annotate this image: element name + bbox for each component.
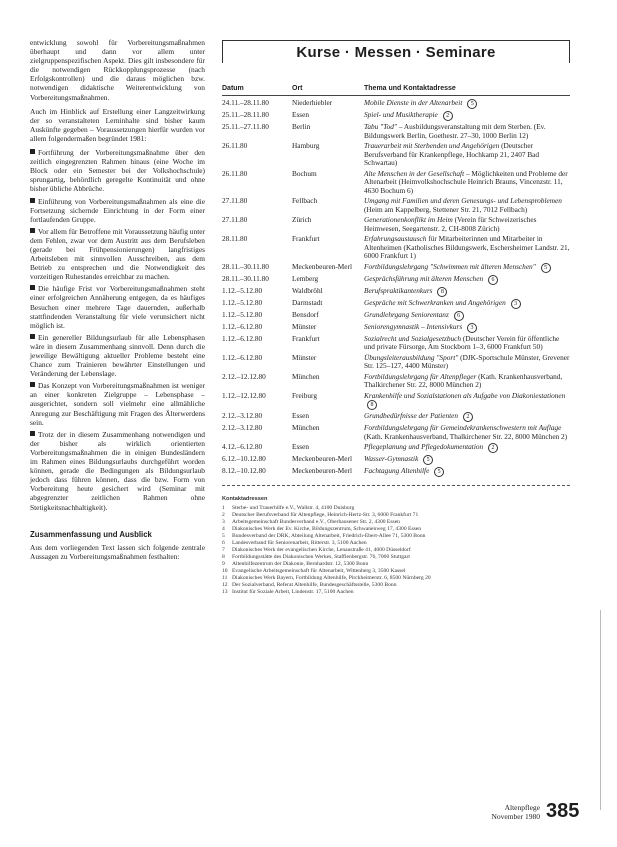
row-date: 24.11.–28.11.80 bbox=[222, 98, 269, 107]
row-date: 1.12.–5.12.80 bbox=[222, 285, 263, 295]
table-row bbox=[222, 443, 570, 453]
row-topic-title: Fortbildungslehrgang "Schwimmen mit älteren Menschen" bbox=[364, 261, 536, 271]
bullet-item: Fortführung der Vorbereitungsmaßnahme über den zeitlich eingegrenzten Rahmen hinaus (eine Woche im Block oder ein Semester bei der Volkshochschule) sprungartig, behördlich geregelte Kontinuität und ohne bisher übliche Abbrüche. bbox=[30, 148, 205, 194]
row-date: 27.11.80 bbox=[222, 215, 248, 224]
article-paragraph: entwicklung sowohl für Vorbereitungsmaßnahmen überhaupt und dann vor allem unter zielgruppenspezifischen Aspekt. Dies gilt insbesondere für die notwendigen Rückkopplungsprozesse (nach Erfolgskontrollen) und die daraus möglichen bzw. notwendigen didaktische Weiterentwicklung von Vorbereitungsmaßnahmen. bbox=[30, 38, 205, 102]
address-number: 3 bbox=[222, 519, 225, 525]
address-text: Bundesverband der DRK, Abteilung Altenarbeit, Friedrich-Ebert-Allee 71, 5300 Bonn bbox=[232, 533, 426, 539]
journal-name: Altenpflege bbox=[504, 803, 540, 812]
address-item bbox=[222, 526, 570, 533]
row-topic-title: Tabu "Tod" bbox=[364, 122, 397, 131]
row-topic-title: Übungsleiterausbildung "Sport" bbox=[364, 352, 459, 362]
row-topic-details: – Möglichkeiten und Probleme der Altenarbeit (Heimvolkshochschule Heinrich Brauns, Vincenzstr. 11, 4630 Bochum 6) bbox=[364, 168, 568, 195]
row-date: 25.11.–28.11.80 bbox=[222, 110, 269, 119]
reference-number: 5 bbox=[541, 263, 551, 273]
row-place: Hamburg bbox=[292, 141, 320, 150]
row-date: 25.11.–27.11.80 bbox=[222, 122, 269, 131]
row-place: Berlin bbox=[292, 122, 311, 131]
row-date: 28.11.–30.11.80 bbox=[222, 261, 269, 271]
row-topic bbox=[364, 467, 570, 477]
row-place: Essen bbox=[292, 442, 310, 451]
bullet-item: Die häufige Frist vor Vorbereitungsmaßnahmen steht einer erfolgreichen Annäherung entgegen, da es häufiges Besuchen einer mehrere Tage dauernden, außerhalb stattfindenden Veranstaltung für viele verunsichert nicht möglich ist. bbox=[30, 284, 205, 330]
row-topic-title: Berufspraktikantenkurs bbox=[364, 285, 433, 295]
row-topic-title: Umgang mit Familien und deren Genesungs- und Lebensproblemen bbox=[364, 196, 562, 205]
row-place: Münster bbox=[292, 321, 317, 331]
row-topic bbox=[364, 392, 570, 411]
address-number: 10 bbox=[222, 568, 228, 574]
row-topic-details: für Mitarbeiterinnen und Mitarbeiter in Altenheimen (Katholisches Bildungswerk, Eschersheimer Landstr. 21, 6000 Frankfurt 1) bbox=[364, 234, 570, 260]
row-date: 1.12.–12.12.80 bbox=[222, 390, 266, 400]
bullet-square-icon bbox=[30, 149, 35, 154]
divider bbox=[222, 485, 570, 486]
row-topic-title: Fachtagung Altenhilfe bbox=[364, 466, 430, 475]
table-row bbox=[222, 287, 570, 297]
row-date: 2.12.–3.12.80 bbox=[222, 423, 263, 432]
table-row bbox=[222, 216, 570, 233]
issue-date: November 1980 bbox=[491, 812, 540, 821]
row-topic-title: Krankenhilfe und Sozialstationen als Aufgabe von Diakoniestationen bbox=[364, 390, 566, 400]
row-place: Freiburg bbox=[292, 390, 317, 400]
bullet-item: Vor allem für Betroffene mit Voraussetzung häufig unter dem Fehlen, zwar vor dem Austritt aus dem Berufsleben (gerade bei Frühpensionierungen) langfristiges Arbeitsleben mit sinnvollen Ausschreiben, aus dem Betrieb zu entsprechen und die Notwendigkeit des vorzeitigen Ruhestandes erreichbar zu machen. bbox=[30, 226, 205, 282]
address-number: 1 bbox=[222, 505, 225, 511]
table-row bbox=[222, 99, 570, 109]
address-item bbox=[222, 505, 570, 512]
row-place: Meckenbeuren-Merl bbox=[292, 454, 352, 463]
row-date: 1.12.–6.12.80 bbox=[222, 321, 263, 331]
article-paragraph: Auch im Hinblick auf Erstellung einer Langzeitwirkung der so veranstalteten Lerninhalte sind bisher kaum Auskünfte gegeben – Voraussetzungen hierfür wurden vor allem folgendermaßen begründet 1981: bbox=[30, 106, 205, 143]
table-row bbox=[222, 467, 570, 477]
row-topic-title: Mobile Dienste in der Altenarbeit bbox=[364, 98, 463, 107]
row-topic bbox=[364, 263, 570, 273]
row-topic bbox=[364, 323, 570, 333]
bullet-item: Trotz der in diesem Zusammenhang notwendigen und der bisher als wirklich orientierten Vorbereitungsmaßnahmen die in einigen Bundesländern im Rahmen eines Bildungsurlaubs durchgeführt worden können, gerade die Bedingungen als Bildungsurlaub jedoch dass führen können, dass die bzw. Form von Vorbereitung heute gesichert wird (Seminar mit abgegrenzter zeitlichen Rahmen ohne Stetigkeitsnachhaltigkeit). bbox=[30, 429, 205, 512]
section-heading: Zusammenfassung und Ausblick bbox=[30, 529, 152, 539]
reference-number: 8 bbox=[367, 400, 377, 410]
row-place: München bbox=[292, 423, 320, 432]
row-topic-title: Fortbildungslehrgang für Gemeindekrankenschwestern mit Auflage bbox=[364, 423, 562, 432]
bullet-square-icon bbox=[30, 198, 35, 203]
row-topic-title: Grundbedürfnisse der Patienten bbox=[364, 411, 459, 420]
address-text: Altenhilfezentrum der Diakonie, Bernhardstr. 12, 5300 Bonn bbox=[232, 561, 369, 567]
divider bbox=[222, 95, 570, 96]
address-item bbox=[222, 589, 570, 596]
row-place: Bochum bbox=[292, 168, 317, 178]
course-listing-column bbox=[222, 40, 570, 596]
table-row bbox=[222, 123, 570, 140]
address-text: Diakonisches Werk der evangelischen Kirche, Lenaustraße 41, 4000 Düsseldorf bbox=[232, 547, 411, 553]
bullet-square-icon bbox=[30, 382, 35, 387]
row-date: 26.11.80 bbox=[222, 141, 248, 150]
row-topic bbox=[364, 197, 570, 214]
row-topic bbox=[364, 373, 570, 390]
row-place: Frankfurt bbox=[292, 333, 320, 343]
reference-number: 6 bbox=[454, 311, 464, 321]
address-item bbox=[222, 561, 570, 568]
reference-number: 3 bbox=[467, 323, 477, 333]
table-row bbox=[222, 235, 570, 261]
row-topic-title: Pflegeplanung und Pflegedokumentation bbox=[364, 442, 484, 451]
row-topic-title: Generationenkonflikt im Heim bbox=[364, 215, 453, 224]
row-topic-title: Seniorengymnastik – Intensivkurs bbox=[364, 321, 463, 331]
reference-number: 5 bbox=[467, 99, 477, 109]
address-item bbox=[222, 554, 570, 561]
address-heading: Kontaktadressen bbox=[222, 496, 268, 502]
row-place: Waldbröhl bbox=[292, 285, 323, 295]
address-item bbox=[222, 540, 570, 547]
row-place: München bbox=[292, 371, 320, 381]
row-topic bbox=[364, 354, 570, 371]
table-row bbox=[222, 263, 570, 273]
row-topic-details: – Ausbildungsveranstaltung mit dem Sterben. (Ev. Bildungswerk Berlin, Goethestr. 27–30, 1000 Berlin 12) bbox=[364, 122, 546, 140]
reference-number: 2 bbox=[488, 443, 498, 453]
table-row bbox=[222, 323, 570, 333]
row-topic bbox=[364, 443, 570, 453]
row-date: 26.11.80 bbox=[222, 168, 248, 178]
bullet-item: Das Konzept von Vorbereitungsmaßnahmen ist weniger an einer konkreten Zielgruppe – Lebensphase – ausgerichtet, sondern soll vielmehr eine allmähliche Anregung zur Beschäftigung mit Fragen des Älterwerdens sein. bbox=[30, 381, 205, 427]
row-topic bbox=[364, 235, 570, 261]
row-topic-title: Trauerarbeit mit Sterbenden und Angehörigen bbox=[364, 141, 500, 150]
row-place: Zürich bbox=[292, 215, 312, 224]
table-row bbox=[222, 424, 570, 441]
address-number: 2 bbox=[222, 512, 225, 518]
row-topic-details: (Kath. Krankenhausverband, Thalkirchener Str. 22, 8000 München 2) bbox=[364, 371, 563, 389]
row-date: 8.12.–10.12.80 bbox=[222, 466, 266, 475]
row-place: Münster bbox=[292, 352, 317, 362]
row-topic-title: Grundlehrgang Seniorentanz bbox=[364, 309, 449, 319]
row-topic bbox=[364, 111, 570, 121]
row-topic bbox=[364, 311, 570, 321]
left-article-column bbox=[30, 38, 205, 566]
row-date: 1.12.–6.12.80 bbox=[222, 352, 263, 362]
table-row bbox=[222, 335, 570, 352]
address-number: 12 bbox=[222, 582, 228, 588]
table-row bbox=[222, 455, 570, 465]
address-number: 6 bbox=[222, 540, 225, 546]
row-topic-details: (DJK-Sportschule Münster, Grevener Str. 125–127, 4400 Münster) bbox=[364, 352, 570, 370]
table-row bbox=[222, 299, 570, 309]
row-place: Darmstadt bbox=[292, 297, 323, 307]
row-topic bbox=[364, 123, 570, 140]
row-topic bbox=[364, 287, 570, 297]
address-text: Fortbildungsstätte des Diakonischen Werkes, Stafflenbergstr. 76, 7000 Stuttgart bbox=[232, 554, 410, 560]
header-place: Ort bbox=[292, 85, 303, 92]
row-topic-details: (Verein für Schweizerisches Heimwesen, Seegartenstr. 2, CH-8008 Zürich) bbox=[364, 215, 537, 233]
address-text: Landesverband für Seniorenarbeit, Ritterstr. 3, 5100 Aachen bbox=[232, 540, 367, 546]
address-item bbox=[222, 575, 570, 582]
header-topic: Thema und Kontaktadresse bbox=[364, 85, 456, 92]
bullet-square-icon bbox=[30, 285, 35, 290]
row-topic bbox=[364, 275, 570, 285]
reference-number: 2 bbox=[463, 412, 473, 422]
box-frame bbox=[222, 40, 570, 41]
row-place: Meckenbeuren-Merl bbox=[292, 261, 352, 271]
table-row bbox=[222, 354, 570, 371]
address-number: 8 bbox=[222, 554, 225, 560]
bullet-square-icon bbox=[30, 228, 35, 233]
row-date: 6.12.–10.12.80 bbox=[222, 454, 266, 463]
row-topic bbox=[364, 299, 570, 309]
row-topic-details: (Deutscher Berufsverband für Krankenpflege, Hochkamp 21, 2407 Bad Schwartau) bbox=[364, 141, 540, 167]
row-date: 4.12.–6.12.80 bbox=[222, 442, 263, 451]
row-date: 1.12.–5.12.80 bbox=[222, 309, 263, 319]
row-place: Essen bbox=[292, 110, 310, 119]
address-text: Der Sozialverband, Referat Altenhilfe, Bundesgeschäftsstelle, 5300 Bonn bbox=[232, 582, 397, 588]
page-number: 385 bbox=[546, 800, 580, 822]
address-number: 11 bbox=[222, 575, 228, 581]
address-text: Sterbe- und Trauerhilfe e.V., Wallstr. 4, 4100 Duisburg bbox=[232, 505, 355, 511]
course-table bbox=[222, 99, 570, 477]
row-date: 2.12.–12.12.80 bbox=[222, 371, 266, 381]
reference-number: 5 bbox=[423, 455, 433, 465]
page-footer bbox=[480, 803, 540, 821]
address-text: Diakonisches Werk der Ev. Kirche, Bildungszentrum, Schwanenweg 17, 4300 Essen bbox=[232, 526, 422, 532]
table-row bbox=[222, 275, 570, 285]
address-number: 13 bbox=[222, 589, 228, 595]
reference-number: 6 bbox=[488, 275, 498, 285]
address-item bbox=[222, 519, 570, 526]
article-paragraph: Aus dem vorliegenden Text lassen sich folgende zentrale Aussagen zu Vorbereitungsmaßnahmen festhalten: bbox=[30, 542, 205, 561]
reference-number: 2 bbox=[443, 111, 453, 121]
table-row bbox=[222, 142, 570, 168]
row-topic-title: Erfahrungsaustausch bbox=[364, 234, 427, 243]
address-item bbox=[222, 512, 570, 519]
row-place: Niederhiebler bbox=[292, 98, 333, 107]
row-topic-details: (Heim am Kappelberg, Stettener Str. 21, 7012 Fellbach) bbox=[364, 204, 528, 214]
table-row bbox=[222, 197, 570, 214]
bullet-square-icon bbox=[30, 431, 35, 436]
address-number: 4 bbox=[222, 526, 225, 532]
address-text: Evangelische Arbeitsgemeinschaft für Altenarbeit, Wittenberg 3, 3500 Kassel bbox=[232, 568, 406, 574]
address-number: 7 bbox=[222, 547, 225, 553]
row-topic bbox=[364, 335, 570, 352]
bullet-item: Ein genereller Bildungsurlaub für alle Lebensphasen wäre in diesem Zusammenhang sinnvoll. Denn durch die jeweilige Bewältigung aktueller Probleme besteht eine Chance zum Trainieren bewährter Einstellungen und Veränderung der Lebenslage. bbox=[30, 332, 205, 379]
bullet-square-icon bbox=[30, 334, 35, 339]
row-topic-title: Sozialrecht und Sozialgesetzbuch bbox=[364, 333, 462, 343]
row-date: 2.12.–3.12.80 bbox=[222, 411, 263, 420]
row-topic bbox=[364, 99, 570, 109]
reference-number: 5 bbox=[434, 467, 444, 477]
row-topic bbox=[364, 412, 570, 422]
row-topic-title: Gesprächsführung mit älteren Menschen bbox=[364, 273, 484, 283]
row-date: 27.11.80 bbox=[222, 196, 248, 205]
row-topic-title: Fortbildungslehrgang für Altenpfleger bbox=[364, 371, 477, 381]
margin-rule bbox=[600, 610, 601, 810]
row-place: Frankfurt bbox=[292, 234, 320, 243]
listing-title: Kurse · Messen · Seminare bbox=[222, 44, 570, 61]
row-topic bbox=[364, 216, 570, 233]
address-item bbox=[222, 533, 570, 540]
address-list bbox=[222, 496, 570, 596]
row-topic-details: (Kath. Krankenhausverband, Thalkirchener Str. 22, 8000 München 2) bbox=[364, 431, 568, 441]
address-number: 5 bbox=[222, 533, 225, 539]
table-row bbox=[222, 392, 570, 411]
row-topic-title: Spiel- und Musiktherapie bbox=[364, 110, 438, 119]
row-date: 1.12.–5.12.80 bbox=[222, 297, 263, 307]
address-item bbox=[222, 568, 570, 575]
table-row bbox=[222, 111, 570, 121]
row-topic-title: Wasser-Gymnastik bbox=[364, 454, 419, 463]
row-place: Essen bbox=[292, 411, 310, 420]
table-row bbox=[222, 311, 570, 321]
row-place: Fellbach bbox=[292, 196, 318, 205]
row-place: Meckenbeuren-Merl bbox=[292, 466, 352, 475]
row-date: 1.12.–6.12.80 bbox=[222, 333, 263, 343]
row-place: Bensdorf bbox=[292, 309, 319, 319]
address-number: 9 bbox=[222, 561, 225, 567]
header-date: Datum bbox=[222, 85, 244, 92]
row-topic bbox=[364, 142, 570, 168]
row-place: Lemberg bbox=[292, 273, 319, 283]
reference-number: 8 bbox=[437, 287, 447, 297]
address-item bbox=[222, 547, 570, 554]
address-text: Diakonisches Werk Bayern, Fortbildung Altenhilfe, Pirckheimerstr. 6, 8500 Nürnberg 20 bbox=[232, 575, 431, 581]
address-text: Deutscher Berufsverband für Altenpflege, Heinrich-Hertz-Str. 3, 6000 Frankfurt 71 bbox=[232, 512, 419, 518]
reference-number: 3 bbox=[511, 299, 521, 309]
row-topic-title: Alte Menschen in der Gesellschaft bbox=[364, 168, 465, 178]
table-row bbox=[222, 170, 570, 196]
row-date: 28.11.–30.11.80 bbox=[222, 273, 269, 283]
row-topic bbox=[364, 424, 570, 441]
row-topic-title: Gespräche mit Schwerkranken und Angehörigen bbox=[364, 297, 506, 307]
bullet-item: Einführung von Vorbereitungsmaßnahmen als eine die Fortsetzung sichernde Einrichtung in der Form einer fortlaufenden Gruppe. bbox=[30, 196, 205, 224]
row-date: 28.11.80 bbox=[222, 234, 248, 243]
table-row bbox=[222, 412, 570, 422]
address-item bbox=[222, 582, 570, 589]
table-row bbox=[222, 373, 570, 390]
address-text: Arbeitsgemeinschaft Bundesverband e.V., Oberhausener Str. 2, 4300 Essen bbox=[232, 519, 400, 525]
row-topic bbox=[364, 170, 570, 196]
row-topic-details: (Deutscher Verein für öffentliche und private Fürsorge, Am Stockborn 1–3, 6000 Frankfurt 50) bbox=[364, 333, 560, 351]
table-header bbox=[222, 85, 570, 92]
address-text: Institut für Soziale Arbeit, Lindenstr. 17, 5100 Aachen bbox=[232, 589, 354, 595]
row-topic bbox=[364, 455, 570, 465]
